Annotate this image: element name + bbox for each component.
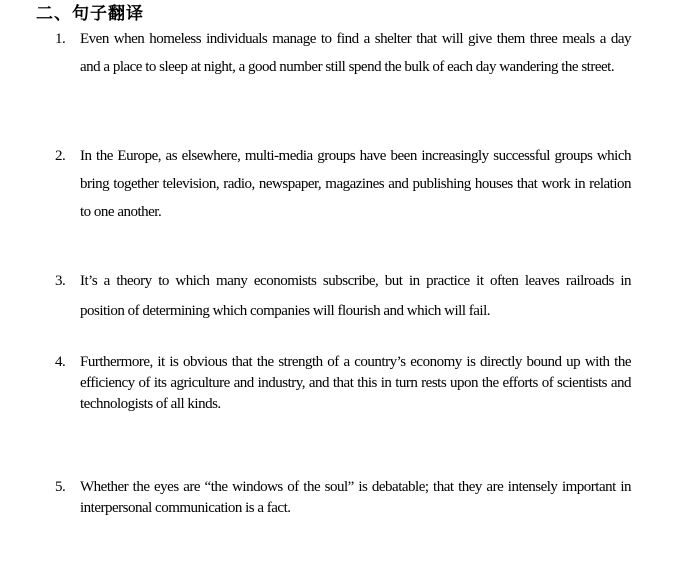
item-number: 5. [55, 479, 66, 495]
sentence-line: and a place to sleep at night, a good number still spend the bulk of each day wandering the street. [80, 59, 615, 75]
sentence-line: position of determining which companies will flourish and which will fail. [80, 303, 491, 319]
item-sentence [80, 477, 631, 519]
translation-item-3 [0, 266, 686, 326]
item-number: 2. [55, 148, 66, 164]
sentence-line: In the Europe, as elsewhere, multi-media groups have been increasingly successful groups which [80, 148, 631, 164]
item-sentence [80, 266, 631, 326]
sentence-line: efficiency of its agriculture and industry, and that this in turn rests upon the efforts of scientists and [80, 375, 631, 391]
item-number: 1. [55, 31, 66, 47]
item-sentence [80, 352, 631, 415]
translation-item-4 [0, 352, 686, 415]
sentence-line: bring together television, radio, newspaper, magazines and publishing houses that work in relation [80, 176, 631, 192]
sentence-line: Furthermore, it is obvious that the strength of a country’s economy is directly bound up with the [80, 354, 631, 370]
item-sentence [80, 142, 631, 226]
sentence-line: Even when homeless individuals manage to find a shelter that will give them three meals a day [80, 31, 631, 47]
translation-item-1 [0, 25, 686, 81]
item-sentence [80, 25, 631, 81]
sentence-line: technologists of all kinds. [80, 396, 221, 412]
sentence-line: interpersonal communication is a fact. [80, 500, 291, 516]
translation-item-5 [0, 477, 686, 519]
sentence-line: It’s a theory to which many economists subscribe, but in practice it often leaves railroads in [80, 273, 631, 289]
item-number: 4. [55, 354, 66, 370]
sentence-line: to one another. [80, 204, 162, 220]
section-heading: 二、句子翻译 [36, 4, 144, 23]
translation-item-2 [0, 142, 686, 226]
item-number: 3. [55, 273, 66, 289]
sentence-line: Whether the eyes are “the windows of the soul” is debatable; that they are intensely important in [80, 479, 631, 495]
